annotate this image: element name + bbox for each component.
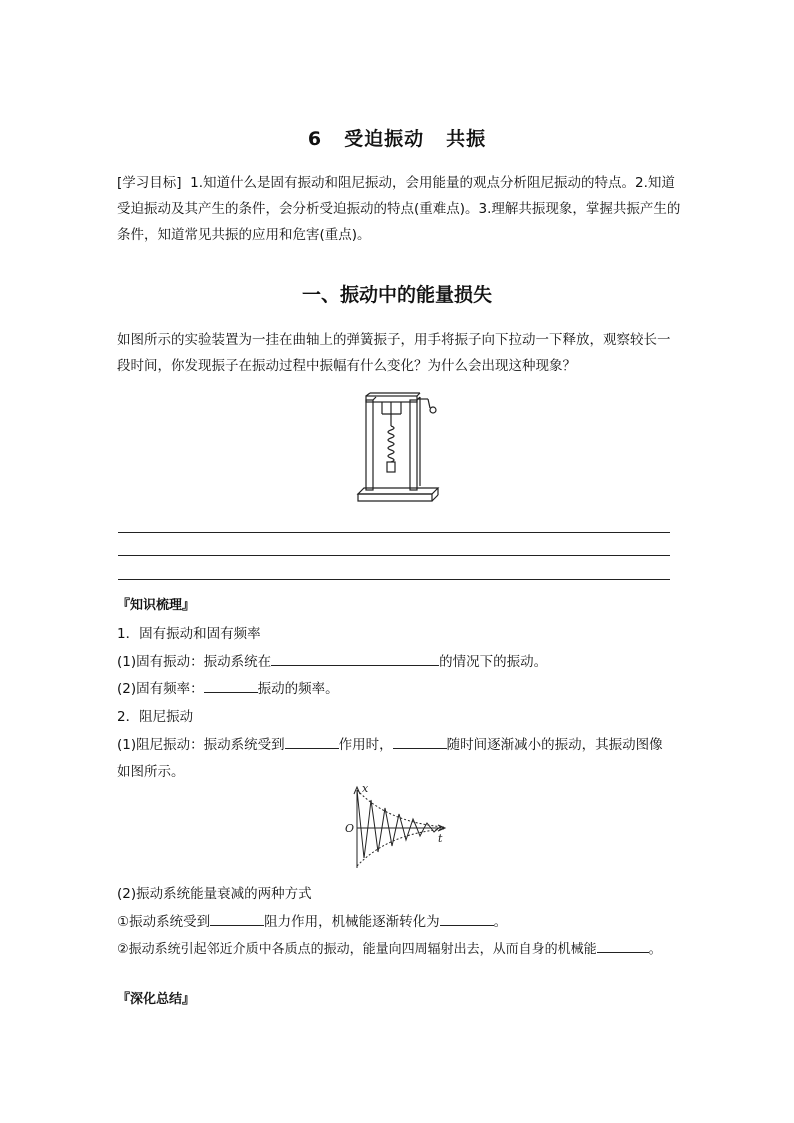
graph-x-label: t [438, 832, 443, 845]
blank-4[interactable] [393, 734, 447, 749]
item-2b1: ①振动系统受到 阻力作用，机械能逐渐转化为 。 [117, 910, 507, 930]
answer-line-3 [118, 579, 670, 580]
learning-objectives [117, 170, 682, 248]
blank-3[interactable] [285, 734, 339, 749]
item-2a: (1)阻尼振动：振动系统受到 作用时， 随时间逐渐减小的振动，其振动图像 [117, 733, 663, 753]
spring-oscillator-apparatus-figure [352, 390, 442, 512]
item-1a: (1)固有振动：振动系统在 的情况下的振动。 [117, 650, 547, 670]
graph-y-label: x [362, 784, 369, 795]
page-title [0, 124, 794, 151]
objectives-text: 1.知道什么是固有振动和阻尼振动，会用能量的观点分析阻尼振动的特点。2.知道受迫振动及其产生的条件，会分析受迫振动的特点(重难点)。3.理解共振现象，掌握共振产生的条件，知道常见共振的应用和危害(重点)。 [117, 175, 681, 243]
item-1b: (2)固有频率： 振动的频率。 [117, 677, 339, 697]
blank-5[interactable] [210, 911, 264, 926]
item-2a-cont: 如图所示。 [117, 764, 185, 780]
title-main: 受迫振动 [344, 128, 425, 150]
objectives-label: [学习目标] [117, 175, 182, 191]
blank-2[interactable] [204, 678, 258, 693]
item-2b: (2)振动系统能量衰减的两种方式 [117, 886, 312, 902]
section-heading: 一、振动中的能量损失 [301, 284, 492, 306]
damped-oscillation-graph [340, 784, 450, 870]
item-1: 1．固有振动和固有频率 [117, 626, 261, 642]
section-question: 如图所示的实验装置为一挂在曲轴上的弹簧振子，用手将振子向下拉动一下释放，观察较长一段时间，你发现振子在振动过程中振幅有什么变化？为什么会出现这种现象？ [117, 332, 671, 374]
title-sub: 共振 [446, 128, 487, 150]
summary-tag: 『深化总结』 [117, 992, 196, 1007]
blank-7[interactable] [597, 938, 649, 953]
blank-6[interactable] [440, 911, 494, 926]
title-number: 6 [307, 128, 323, 150]
answer-line-2 [118, 555, 670, 556]
answer-line-1 [118, 532, 670, 533]
graph-origin-label: O [345, 822, 355, 835]
item-2: 2．阻尼振动 [117, 709, 194, 725]
item-2b2: ②振动系统引起邻近介质中各质点的振动，能量向四周辐射出去，从而自身的机械能 。 [117, 938, 662, 957]
blank-1[interactable] [271, 651, 439, 666]
knowledge-tag: 『知识梳理』 [117, 598, 196, 613]
